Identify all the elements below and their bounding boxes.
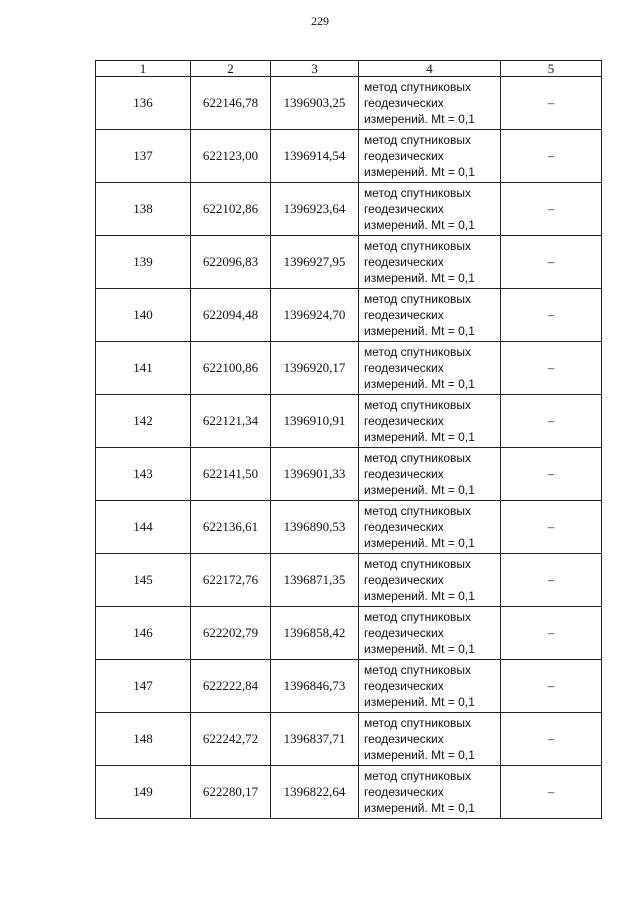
note-cell: – [501, 395, 602, 448]
method-cell [359, 713, 501, 766]
table-row [96, 395, 602, 448]
x-coordinate-cell: 622146,78 [191, 77, 271, 130]
point-number-cell: 142 [96, 395, 191, 448]
method-line: измерений. Mt = 0,1 [364, 695, 475, 709]
method-line: геодезических [364, 573, 444, 587]
y-coordinate-cell: 1396903,25 [271, 77, 359, 130]
coordinates-table [95, 60, 602, 819]
column-header-3: 3 [271, 61, 359, 77]
note-cell: – [501, 607, 602, 660]
y-coordinate-cell: 1396901,33 [271, 448, 359, 501]
x-coordinate-cell: 622141,50 [191, 448, 271, 501]
method-line: измерений. Mt = 0,1 [364, 642, 475, 656]
page-number: 229 [311, 14, 329, 28]
y-coordinate-cell: 1396871,35 [271, 554, 359, 607]
note-cell: – [501, 77, 602, 130]
note-cell: – [501, 660, 602, 713]
table-row [96, 766, 602, 819]
method-line: метод спутниковых [364, 451, 472, 465]
method-line: геодезических [364, 785, 444, 799]
method-line: метод спутниковых [364, 504, 472, 518]
method-line: метод спутниковых [364, 345, 472, 359]
x-coordinate-cell: 622136,61 [191, 501, 271, 554]
point-number-cell: 143 [96, 448, 191, 501]
y-coordinate-cell: 1396858,42 [271, 607, 359, 660]
method-line: метод спутниковых [364, 716, 472, 730]
point-number-cell: 136 [96, 77, 191, 130]
x-coordinate-cell: 622172,76 [191, 554, 271, 607]
x-coordinate-cell: 622121,34 [191, 395, 271, 448]
column-header-1: 1 [96, 61, 191, 77]
point-number-cell: 145 [96, 554, 191, 607]
note-cell: – [501, 554, 602, 607]
point-number-cell: 148 [96, 713, 191, 766]
point-number-cell: 146 [96, 607, 191, 660]
method-line: геодезических [364, 361, 444, 375]
table-row [96, 236, 602, 289]
method-line: измерений. Mt = 0,1 [364, 218, 475, 232]
column-header-5: 5 [501, 61, 602, 77]
method-line: метод спутниковых [364, 292, 472, 306]
table-row [96, 501, 602, 554]
x-coordinate-cell: 622202,79 [191, 607, 271, 660]
method-cell [359, 289, 501, 342]
point-number-cell: 139 [96, 236, 191, 289]
point-number-cell: 147 [96, 660, 191, 713]
table-row [96, 77, 602, 130]
table-row [96, 713, 602, 766]
y-coordinate-cell: 1396920,17 [271, 342, 359, 395]
table-row [96, 607, 602, 660]
point-number-cell: 137 [96, 130, 191, 183]
method-line: геодезических [364, 202, 444, 216]
x-coordinate-cell: 622096,83 [191, 236, 271, 289]
method-cell [359, 501, 501, 554]
y-coordinate-cell: 1396927,95 [271, 236, 359, 289]
method-line: метод спутниковых [364, 239, 472, 253]
y-coordinate-cell: 1396924,70 [271, 289, 359, 342]
method-line: метод спутниковых [364, 186, 472, 200]
method-line: измерений. Mt = 0,1 [364, 165, 475, 179]
table-row [96, 342, 602, 395]
method-line: измерений. Mt = 0,1 [364, 430, 475, 444]
point-number-cell: 149 [96, 766, 191, 819]
note-cell: – [501, 289, 602, 342]
point-number-cell: 144 [96, 501, 191, 554]
method-cell [359, 554, 501, 607]
method-line: измерений. Mt = 0,1 [364, 483, 475, 497]
method-line: метод спутниковых [364, 80, 472, 94]
method-line: геодезических [364, 732, 444, 746]
method-line: геодезических [364, 308, 444, 322]
point-number-cell: 140 [96, 289, 191, 342]
method-line: измерений. Mt = 0,1 [364, 377, 475, 391]
note-cell: – [501, 183, 602, 236]
note-cell: – [501, 448, 602, 501]
x-coordinate-cell: 622100,86 [191, 342, 271, 395]
table-header-row [96, 61, 602, 77]
x-coordinate-cell: 622094,48 [191, 289, 271, 342]
method-line: измерений. Mt = 0,1 [364, 271, 475, 285]
method-cell [359, 342, 501, 395]
y-coordinate-cell: 1396910,91 [271, 395, 359, 448]
method-cell [359, 607, 501, 660]
method-line: метод спутниковых [364, 398, 472, 412]
method-line: геодезических [364, 467, 444, 481]
method-line: метод спутниковых [364, 133, 472, 147]
method-line: измерений. Mt = 0,1 [364, 748, 475, 762]
y-coordinate-cell: 1396890,53 [271, 501, 359, 554]
point-number-cell: 141 [96, 342, 191, 395]
table-body [96, 77, 602, 819]
y-coordinate-cell: 1396822,64 [271, 766, 359, 819]
method-line: геодезических [364, 414, 444, 428]
method-cell [359, 395, 501, 448]
note-cell: – [501, 501, 602, 554]
table-row [96, 183, 602, 236]
method-line: измерений. Mt = 0,1 [364, 801, 475, 815]
method-cell [359, 660, 501, 713]
method-line: метод спутниковых [364, 769, 472, 783]
method-line: измерений. Mt = 0,1 [364, 589, 475, 603]
x-coordinate-cell: 622242,72 [191, 713, 271, 766]
method-line: измерений. Mt = 0,1 [364, 112, 475, 126]
point-number-cell: 138 [96, 183, 191, 236]
method-line: метод спутниковых [364, 610, 472, 624]
column-header-2: 2 [191, 61, 271, 77]
y-coordinate-cell: 1396837,71 [271, 713, 359, 766]
y-coordinate-cell: 1396923,64 [271, 183, 359, 236]
column-header-4: 4 [359, 61, 501, 77]
method-line: метод спутниковых [364, 557, 472, 571]
method-cell [359, 130, 501, 183]
method-cell [359, 236, 501, 289]
method-line: геодезических [364, 96, 444, 110]
method-line: измерений. Mt = 0,1 [364, 536, 475, 550]
method-line: геодезических [364, 255, 444, 269]
table-row [96, 448, 602, 501]
note-cell: – [501, 342, 602, 395]
table-row [96, 554, 602, 607]
method-line: измерений. Mt = 0,1 [364, 324, 475, 338]
note-cell: – [501, 236, 602, 289]
table-row [96, 289, 602, 342]
note-cell: – [501, 766, 602, 819]
table-row [96, 130, 602, 183]
x-coordinate-cell: 622222,84 [191, 660, 271, 713]
method-line: геодезических [364, 626, 444, 640]
method-line: геодезических [364, 679, 444, 693]
method-line: метод спутниковых [364, 663, 472, 677]
note-cell: – [501, 713, 602, 766]
x-coordinate-cell: 622102,86 [191, 183, 271, 236]
method-cell [359, 183, 501, 236]
x-coordinate-cell: 622280,17 [191, 766, 271, 819]
y-coordinate-cell: 1396846,73 [271, 660, 359, 713]
note-cell: – [501, 130, 602, 183]
method-cell [359, 448, 501, 501]
table-row [96, 660, 602, 713]
method-cell [359, 77, 501, 130]
x-coordinate-cell: 622123,00 [191, 130, 271, 183]
y-coordinate-cell: 1396914,54 [271, 130, 359, 183]
method-cell [359, 766, 501, 819]
method-line: геодезических [364, 520, 444, 534]
method-line: геодезических [364, 149, 444, 163]
